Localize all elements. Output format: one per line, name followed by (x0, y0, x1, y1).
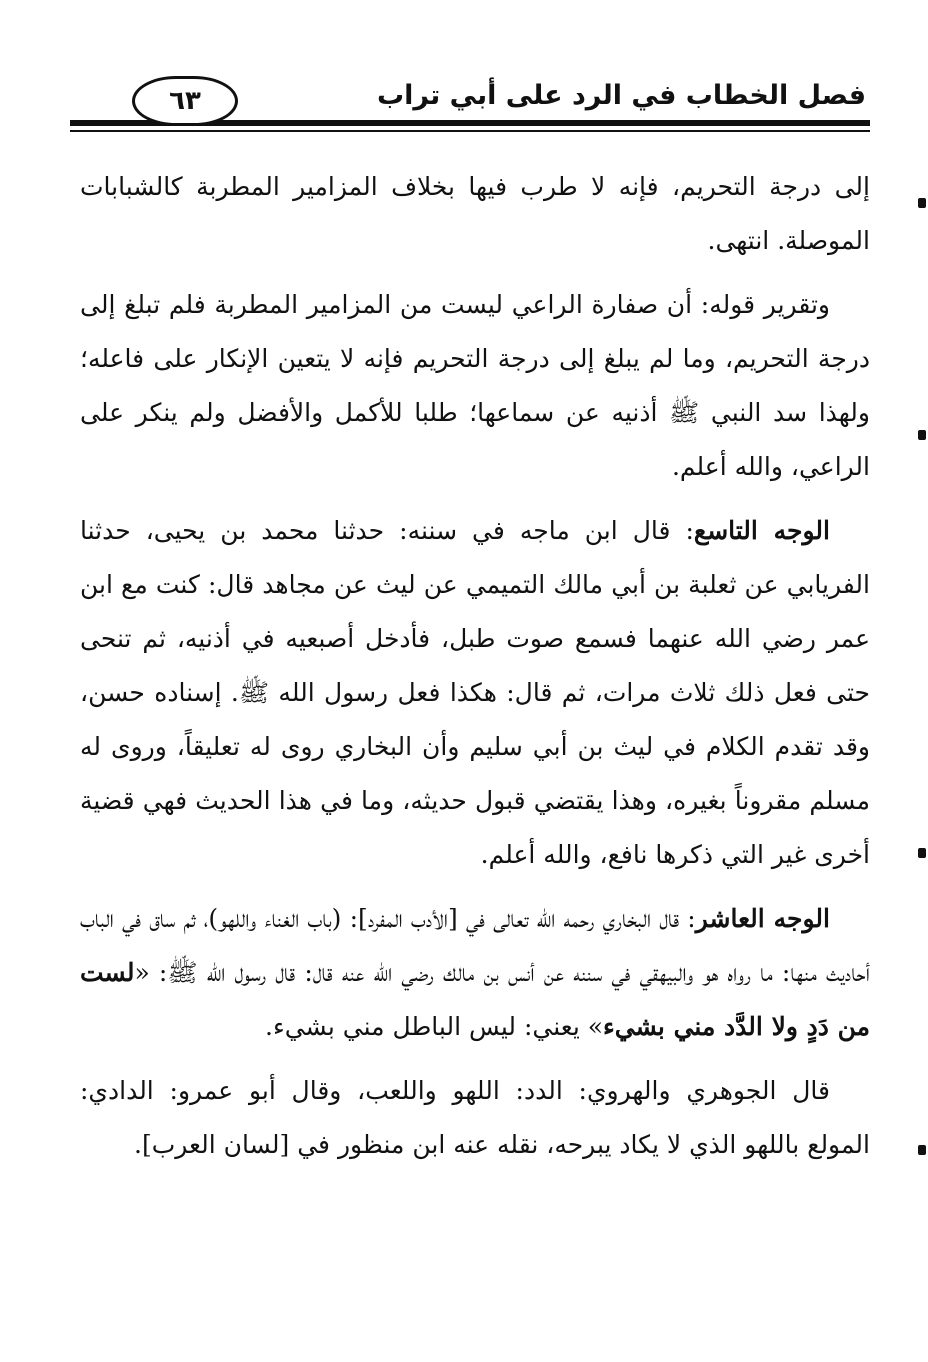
page-number: ٦٣ (132, 76, 238, 126)
page-header (70, 62, 870, 142)
paragraph-3 (80, 504, 870, 882)
paragraph-1 (80, 160, 870, 268)
margin-mark (918, 848, 926, 858)
paragraph-3-text: : قال ابن ماجه في سننه: حدثنا محمد بن يحيى، حدثنا الفريابي عن ثعلبة بن أبي مالك التميمي عن ليث عن مجاهد قال: كنت مع ابن عمر رضي الله عنهما فسمع صوت طبل، فأدخل أصبعيه في أذنيه، ثم تنحى حتى فعل ذلك ثلاث مرات، ثم قال: هكذا فعل رسول الله ﷺ. إسناده حسن، وقد تقدم الكلام في ليث بن أبي سليم وأن البخاري روى له تعليقاً، وروى له مسلم مقروناً بغيره، وهذا يقتضي قبول حديثه، وما في هذا الحديث فهي قضية أخرى غير التي ذكرها نافع، والله أعلم. (80, 516, 870, 869)
margin-mark (918, 198, 926, 208)
paragraph-2-text: وتقرير قوله: أن صفارة الراعي ليست من المزامير المطربة فلم تبلغ إلى درجة التحريم، وما لم يبلغ إلى درجة التحريم فإنه لا يتعين الإنكار على فاعله؛ ولهذا سد النبي ﷺ أذنيه عن سماعها؛ طلبا للأكمل والأفضل ولم ينكر على الراعي، والله أعلم. (80, 290, 870, 481)
running-title: فصل الخطاب في الرد على أبي تراب (376, 80, 866, 111)
paragraph-5 (80, 1064, 870, 1172)
paragraph-1-text: إلى درجة التحريم، فإنه لا طرب فيها بخلاف المزامير المطربة كالشبابات الموصلة. انتهى. (80, 172, 870, 255)
header-rule-thin (70, 130, 870, 132)
paragraph-4-text-before: : قال البخاري رحمه الله تعالى في [الأدب المفرد]: (باب الغناء واللهو)، ثم ساق في الباب أحاديث منها: ما رواه هو والبيهقي في سننه عن أنس بن مالك رضي الله عنه قال: قال رسول الله ﷺ: « (80, 904, 870, 987)
paragraph-4-text-after: » يعني: ليس الباطل مني بشيء. (265, 1012, 604, 1041)
section-heading-ninth: الوجه التاسع (693, 516, 830, 545)
paragraph-5-text: قال الجوهري والهروي: الدد: اللهو واللعب، وقال أبو عمرو: الدادي: المولع باللهو الذي لا يكاد يبرحه، نقله عنه ابن منظور في [لسان العرب]. (80, 1076, 870, 1159)
paragraph-4 (80, 892, 870, 1054)
paragraph-2 (80, 278, 870, 494)
margin-mark (918, 430, 926, 440)
margin-mark (918, 1145, 926, 1155)
section-heading-tenth: الوجه العاشر (695, 904, 830, 933)
hadith-quote: لست من دَدٍ ولا الدَّد مني بشيء (80, 958, 870, 1041)
body-text (80, 160, 870, 1182)
